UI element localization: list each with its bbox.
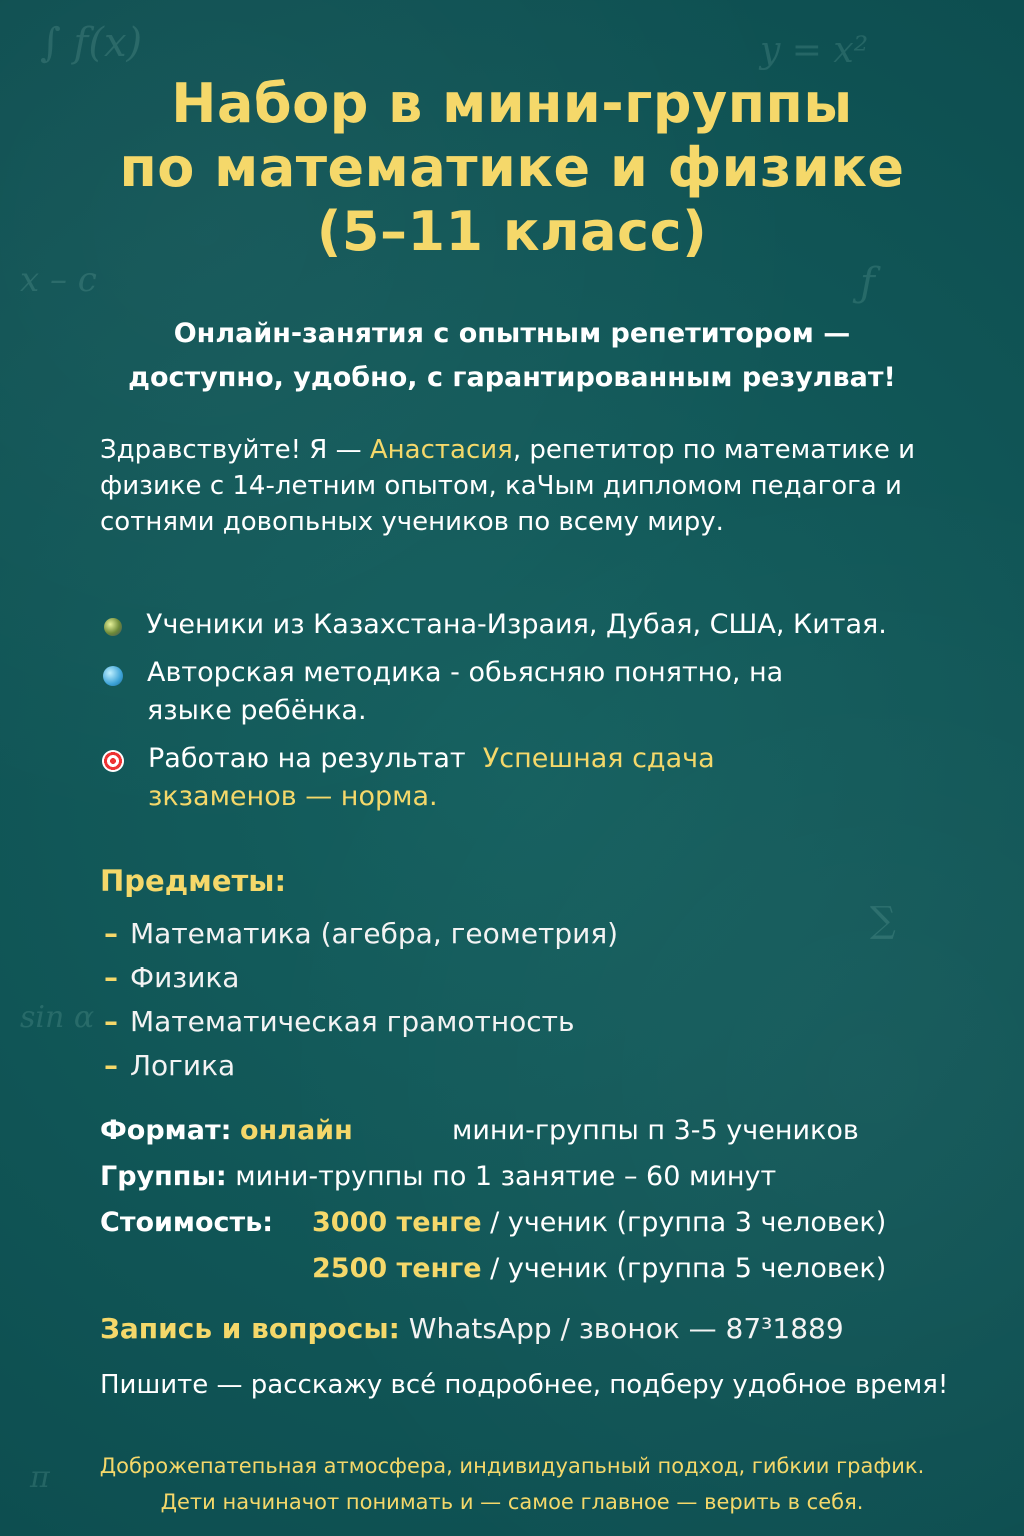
price-label: Стоимость: xyxy=(100,1207,274,1238)
price-row-2 xyxy=(100,1246,1000,1292)
globe-icon xyxy=(104,618,122,636)
subjects-list xyxy=(104,912,618,1088)
title-line-3: (5–11 класс) xyxy=(316,200,708,263)
intro-post: , репетитор по математике и физике с 14-летним опытом, каЧым дипломом педагога и сотнями довопьных учеников по всему миру. xyxy=(100,435,916,537)
intro-paragraph xyxy=(100,432,980,540)
groups-label: Группы: xyxy=(100,1161,227,1192)
list-item: – Математика (агебра, геометрия) xyxy=(104,917,619,950)
price-2-amount: 2500 тенге xyxy=(312,1253,482,1284)
gem-icon xyxy=(103,666,123,686)
closing-text: Пишите — расскажу всé подробнее, подберу удобное время! xyxy=(100,1370,949,1400)
price-row-1 xyxy=(100,1200,1000,1246)
groups-row xyxy=(100,1154,1000,1200)
feature-results xyxy=(100,740,1000,816)
price-1-amount: 3000 тенге xyxy=(312,1207,482,1238)
tutor-name: Анастасия xyxy=(369,435,513,465)
price-2-detail: / ученик (группа 5 человек) xyxy=(481,1253,887,1284)
contact-label: Запись и вопросы: xyxy=(100,1312,400,1345)
groups-value: мини-труппы по 1 занятие – 60 минут xyxy=(235,1161,777,1192)
format-label: Формат: xyxy=(100,1115,232,1146)
intro-pre: Здравствуйте! Я — xyxy=(100,435,362,465)
list-item: – Логика xyxy=(104,1049,236,1082)
price-1-detail: / ученик (группа 3 человек) xyxy=(481,1207,887,1238)
footer xyxy=(0,1448,1024,1520)
title-line-2: по математике и физике xyxy=(119,136,905,199)
feature-text: Авторская методика - обьясняю понятно, на языке ребёнка. xyxy=(147,657,784,726)
footer-line-2: Дети начиначот понимать и — самое главное — верить в себя. xyxy=(160,1490,864,1514)
format-detail: мини-группы п 3-5 учеников xyxy=(452,1115,859,1146)
format-value: онлайн xyxy=(239,1115,353,1146)
contact-value[interactable]: WhatsApp / звонок — 87³1889 xyxy=(399,1312,844,1345)
feature-text: Ученики из Казахстана-Израия, Дубая, США, Китая. xyxy=(146,609,887,640)
subjects-heading: Предметы: xyxy=(100,864,287,898)
contact-line xyxy=(100,1312,844,1345)
background-doodles: ∫ f(x) y = x² x – c ƒ sin α ∑ π xyxy=(20,20,896,1495)
format-row xyxy=(100,1108,1000,1154)
subtitle-line-1: Онлайн-занятия с опытным репетитором — xyxy=(173,318,851,349)
features-list xyxy=(100,606,1000,826)
feature-method xyxy=(100,654,1000,730)
target-icon xyxy=(102,750,124,772)
subtitle xyxy=(0,312,1024,400)
feature-highlight: Успешная сдача зкзаменов — норма. xyxy=(148,743,715,812)
list-item: – Математическая грамотность xyxy=(104,1005,575,1038)
page-title xyxy=(0,72,1024,264)
list-item: – Физика xyxy=(104,961,240,994)
feature-students xyxy=(100,606,1000,644)
footer-line-1: Доброжепатепьная атмосфера, индивидуапьный подход, гибкии график. xyxy=(99,1454,925,1478)
title-line-1: Набор в мини-группы xyxy=(171,72,853,135)
subtitle-line-2: доступно, удобно, с гарантированным резулват! xyxy=(128,362,896,393)
course-info xyxy=(100,1108,1000,1292)
feature-text: Работаю на результат xyxy=(148,743,466,774)
